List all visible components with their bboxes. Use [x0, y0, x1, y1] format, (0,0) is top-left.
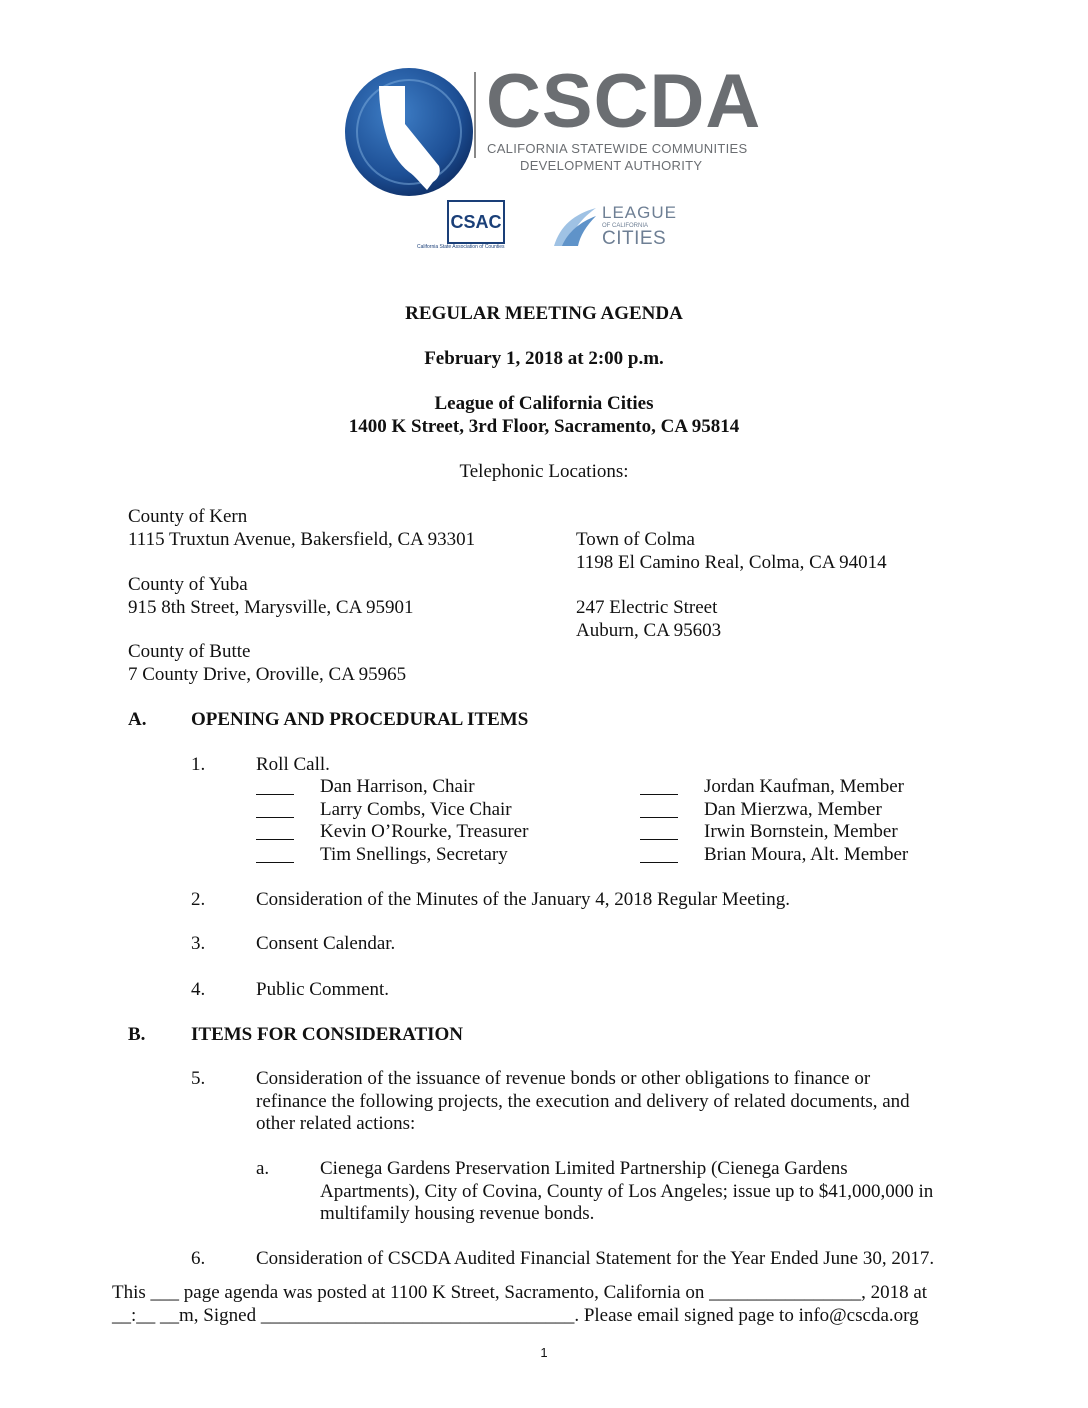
agenda-title: REGULAR MEETING AGENDA [405, 303, 683, 324]
member-name: Jordan Kaufman, Member [704, 776, 904, 797]
item-number: 1. [191, 754, 206, 775]
item-number: 2. [191, 889, 206, 910]
item-number: 4. [191, 979, 206, 1000]
california-globe-icon [343, 66, 483, 206]
item-number: 3. [191, 933, 206, 954]
member-name: Brian Moura, Alt. Member [704, 844, 909, 865]
member-name: Larry Combs, Vice Chair [320, 799, 512, 820]
item-text-line: other related actions: [256, 1113, 416, 1134]
attendance-blank [256, 803, 294, 818]
attendance-blank [640, 780, 678, 795]
league-line-3: CITIES [602, 228, 667, 249]
item-text: Public Comment. [256, 979, 389, 1000]
item-number: 6. [191, 1248, 206, 1269]
location-line: Town of Colma [576, 529, 695, 550]
meeting-venue: League of California Cities [434, 393, 654, 414]
logo-divider [474, 72, 476, 158]
telephonic-heading: Telephonic Locations: [459, 461, 629, 482]
location-line: Auburn, CA 95603 [576, 620, 722, 641]
location-name: County of Kern [128, 506, 248, 527]
member-name: Kevin O’Rourke, Treasurer [320, 821, 529, 842]
member-name: Irwin Bornstein, Member [704, 821, 898, 842]
member-name: Dan Mierzwa, Member [704, 799, 882, 820]
cscda-wordmark: CSCDA [486, 59, 762, 144]
location-address: 7 County Drive, Oroville, CA 95965 [128, 664, 407, 685]
cscda-subtitle-1: CALIFORNIA STATEWIDE COMMUNITIES [487, 141, 748, 156]
csac-mark: CSAC [447, 200, 505, 244]
subitem-text-line: Apartments), City of Covina, County of Los Angeles; issue up to $41,000,000 in [320, 1181, 934, 1202]
attendance-blank [256, 825, 294, 840]
location-name: County of Yuba [128, 574, 248, 595]
posting-notice-line-1: This ___ page agenda was posted at 1100 K Street, Sacramento, California on ________________, 2018 at [112, 1282, 928, 1303]
location-line: 1198 El Camino Real, Colma, CA 94014 [576, 552, 887, 573]
attendance-blank [640, 803, 678, 818]
attendance-blank [256, 780, 294, 795]
item-text-line: refinance the following projects, the execution and delivery of related documents, and [256, 1091, 910, 1112]
meeting-address: 1400 K Street, 3rd Floor, Sacramento, CA 95814 [348, 416, 740, 437]
section-a-title: OPENING AND PROCEDURAL ITEMS [191, 709, 529, 730]
item-text: Consideration of the Minutes of the January 4, 2018 Regular Meeting. [256, 889, 791, 910]
attendance-blank [640, 825, 678, 840]
section-b-title: ITEMS FOR CONSIDERATION [191, 1024, 464, 1045]
location-address: 915 8th Street, Marysville, CA 95901 [128, 597, 414, 618]
member-name: Tim Snellings, Secretary [320, 844, 508, 865]
subitem-letter: a. [256, 1158, 270, 1179]
league-line-1: LEAGUE [602, 203, 677, 222]
csac-caption: California State Association of Counties [417, 244, 505, 250]
meeting-date: February 1, 2018 at 2:00 p.m. [424, 348, 664, 369]
attendance-blank [256, 848, 294, 863]
location-name: County of Butte [128, 641, 251, 662]
item-text: Consideration of CSCDA Audited Financial Statement for the Year Ended June 30, 2017. [256, 1248, 935, 1269]
subitem-text-line: Cienega Gardens Preservation Limited Partnership (Cienega Gardens [320, 1158, 848, 1179]
subitem-text-line: multifamily housing revenue bonds. [320, 1203, 595, 1224]
posting-notice-line-2: __:__ __m, Signed _________________________________. Please email signed page to info@cscda.org [112, 1305, 919, 1326]
league-swoosh-icon [552, 206, 598, 248]
attendance-blank [640, 848, 678, 863]
section-b-letter: B. [128, 1024, 146, 1045]
roll-call-label: Roll Call. [256, 754, 330, 775]
page-number: 1 [540, 1345, 548, 1360]
section-a-letter: A. [128, 709, 147, 730]
cscda-subtitle-2: DEVELOPMENT AUTHORITY [520, 158, 703, 173]
location-line: 247 Electric Street [576, 597, 718, 618]
league-line-2: OF CALIFORNIA [602, 223, 649, 229]
location-address: 1115 Truxtun Avenue, Bakersfield, CA 93301 [128, 529, 476, 550]
item-number: 5. [191, 1068, 206, 1089]
item-text-line: Consideration of the issuance of revenue bonds or other obligations to finance or [256, 1068, 871, 1089]
member-name: Dan Harrison, Chair [320, 776, 475, 797]
item-text: Consent Calendar. [256, 933, 396, 954]
